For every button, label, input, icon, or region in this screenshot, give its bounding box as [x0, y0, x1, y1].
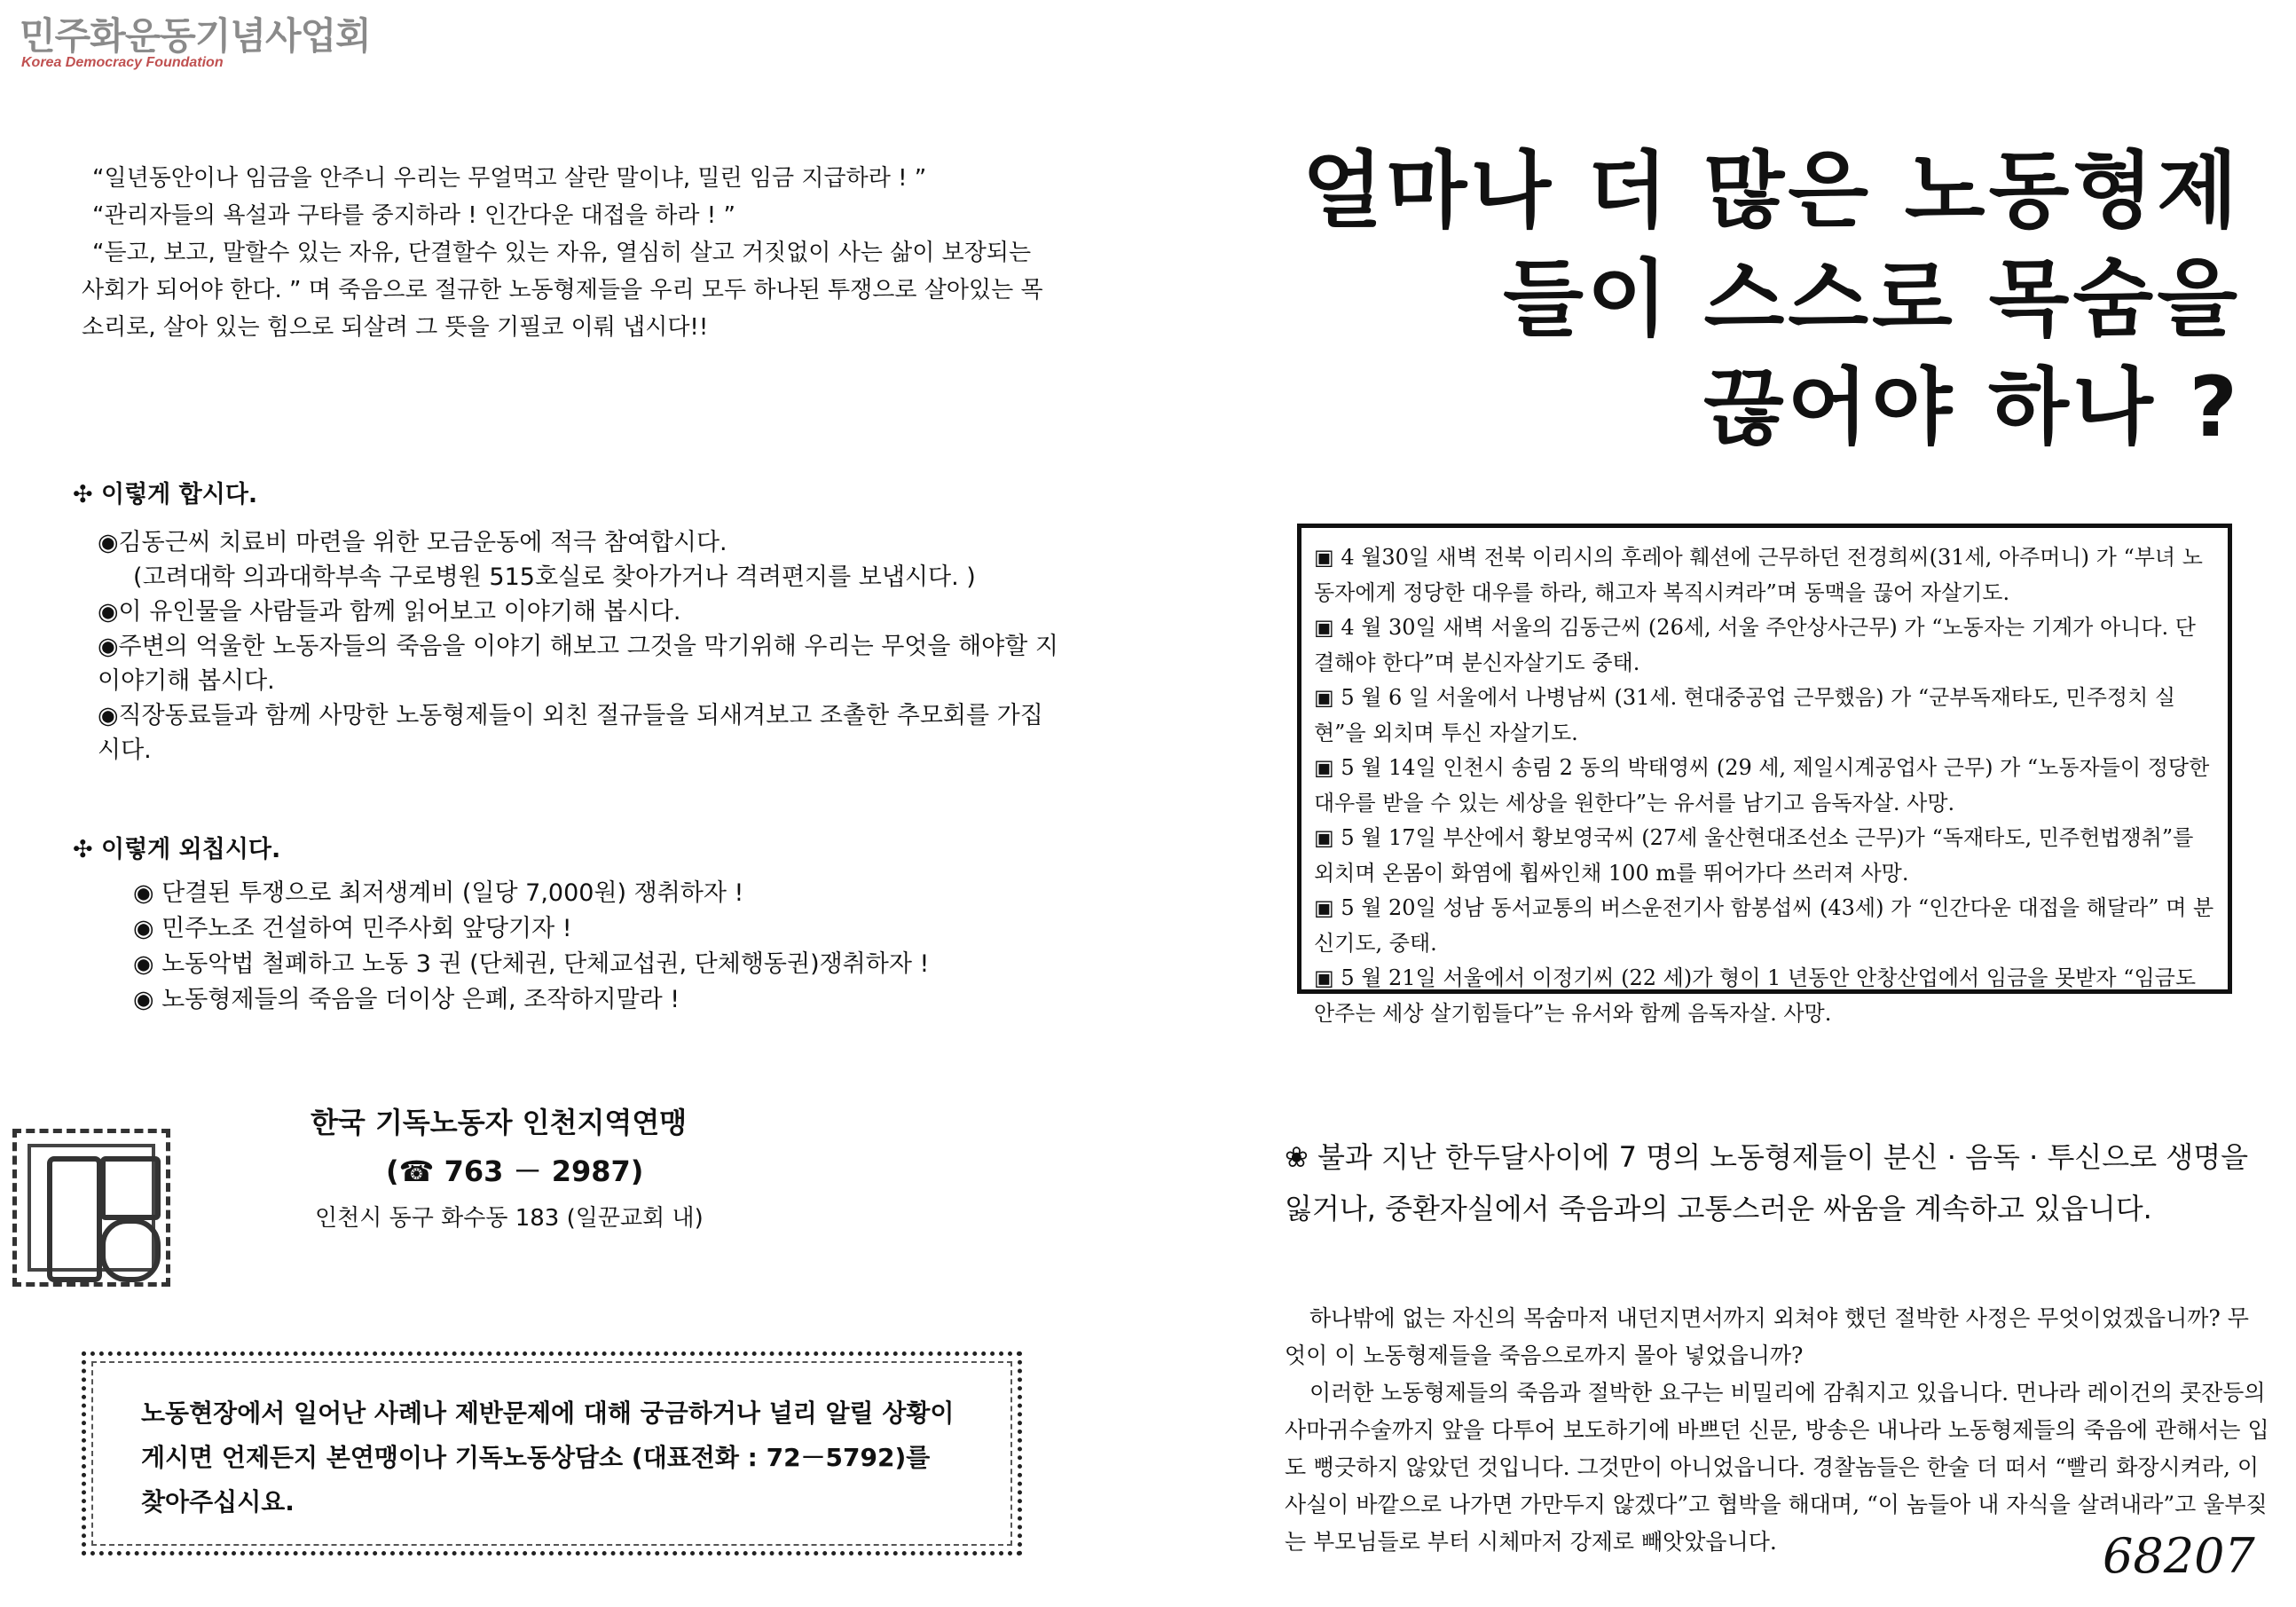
org-address: 인천시 동구 화수동 183 (일꾼교회 내) [315, 1205, 704, 1232]
section-heading-slogans: ✣ 이렇게 외칩시다. [73, 836, 281, 863]
seal-glyph [47, 1156, 102, 1282]
list-item: ◉ 노동형제들의 죽음을 더이상 은폐, 조작하지말라 ! [133, 986, 680, 1013]
square-bullet-icon: ▣ [1314, 965, 1334, 990]
list-item: ◉직장동료들과 함께 사망한 노동형제들이 외친 절규들을 되새겨보고 조촐한 추모회를 가집시다. [98, 702, 1043, 764]
list-item: ◉주변의 억울한 노동자들의 죽음을 이야기 해보고 그것을 막기위해 우리는 무엇을 해야할 지 이야기해 봅시다. [98, 633, 1058, 695]
list-item: ◉이 유인물을 사람들과 함께 읽어보고 이야기해 봅시다. [98, 598, 681, 626]
seal-glyph [100, 1156, 161, 1220]
square-bullet-icon: ▣ [1314, 615, 1334, 640]
actions-list [98, 525, 1060, 768]
body-paragraph-2: 이러한 노동형제들의 죽음과 절박한 요구는 비밀리에 감춰지고 있읍니다. 먼나라 레이건의 콧잔등의 사마귀수술까지 앞을 다투어 보도하기에 바쁘던 신문, 방송은 내나라 노동형제들의 죽음에 관해서는 입도 뻥긋하지 않았던 것입니다. 그것만이 아니었읍니다. 경찰놈들은 한술 더 떠서 “빨리 화장시켜라, 이 사실이 바깥으로 나가면 가만두지 않겠다”고 협박을 해대며, “이 놈들아 내 자식을 살려내라”고 울부짖는 부모님들로 부터 시체마저 강제로 빼앗았읍니다. [1285, 1380, 2269, 1555]
org-phone: (☎ 763 － 2987) [386, 1154, 644, 1188]
square-bullet-icon: ▣ [1314, 755, 1334, 780]
quotes-block [82, 160, 1049, 346]
event-item: ▣ 5 월 17일 부산에서 황보영국씨 (27세 울산현대조선소 근무)가 “독재타도, 민주헌법쟁취”를 외치며 온몸이 화염에 휩싸인채 100 m를 뛰어가다 쓰러져 사망. [1314, 825, 2194, 886]
list-item: ◉ 단결된 투쟁으로 최저생계비 (일당 7,000원) 쟁취하자 ! [133, 879, 744, 907]
quote-2: “관리자들의 욕설과 구타를 중지하라 ! 인간다운 대접을 하라 ! ” [92, 202, 735, 229]
title-line-2: 들이 스스로 목숨을 [1503, 251, 2241, 348]
quote-3: “듣고, 보고, 말할수 있는 자유, 단결할수 있는 자유, 열심히 살고 거짓없이 사는 삶이 보장되는 사회가 되어야 한다. ” 며 죽음으로 절규한 노동형제들을 우리 모두 하나된 투쟁으로 살아있는 목소리로, 살아 있는 힘으로 되살려 그 뜻을 기필코 이뤄 냅시다!! [82, 240, 1043, 341]
notice-text: 노동현장에서 일어난 사례나 제반문제에 대해 궁금하거나 널리 알릴 상황이 게시면 언제든지 본연맹이나 기독노동상담소 (대표전화 : 72－5792)를 찾아주십시요. [141, 1398, 955, 1516]
event-item: ▣ 5 월 6 일 서울에서 나병남씨 (31세. 현대중공업 근무했음) 가 “군부독재타도, 민주정치 실현”을 외치며 투신 자살기도. [1314, 685, 2176, 745]
watermark-english: Korea Democracy Foundation [21, 55, 224, 70]
quote-1: “일년동안이나 임금을 안주니 우리는 무얼먹고 살란 말이냐, 밀린 임금 지급하라 ! ” [92, 165, 927, 192]
title-line-3: 끊어야 하나 ? [1703, 359, 2241, 456]
event-item: ▣ 5 월 14일 인천시 송림 2 동의 박태영씨 (29 세, 제일시계공업사 근무) 가 “노동자들이 정당한 대우를 받을 수 있는 세상을 원한다”는 유서를 남기고 음독자살. 사망. [1314, 755, 2210, 815]
org-name: 한국 기독노동자 인천지역연맹 [311, 1106, 688, 1139]
body-text [1285, 1300, 2269, 1561]
event-item: ▣ 5 월 20일 성남 동서교통의 버스운전기사 함봉섭씨 (43세) 가 “인간다운 대접을 해달라” 며 분신기도, 중태. [1314, 895, 2214, 956]
page-title [1194, 138, 2241, 462]
square-bullet-icon: ▣ [1314, 545, 1334, 570]
seal-stamp-icon [12, 1129, 170, 1287]
event-item: ▣ 4 월30일 새벽 전북 이리시의 후레아 훼션에 근무하던 전경희씨(31세, 아주머니) 가 “부녀 노동자에게 정당한 대우를 하라, 해고자 복직시켜라”며 동맥을 끊어 자살기도. [1314, 545, 2203, 605]
list-item: ◉김동근씨 치료비 마련을 위한 모금운동에 적극 참여합시다. [98, 529, 727, 556]
slogans-list [133, 876, 1020, 1018]
event-item: ▣ 4 월 30일 새벽 서울의 김동근씨 (26세, 서울 주안상사근무) 가 “노동자는 기계가 아니다. 단결해야 한다”며 분신자살기도 중태. [1314, 615, 2196, 675]
intro-paragraph: ❀ 불과 지난 한두달사이에 7 명의 노동형제들이 분신 · 음독 · 투신으로 생명을 잃거나, 중환자실에서 죽음과의 고통스러운 싸움을 계속하고 있읍니다. [1285, 1140, 2249, 1225]
square-bullet-icon: ▣ [1314, 825, 1334, 850]
square-bullet-icon: ▣ [1314, 895, 1334, 920]
event-item: ▣ 5 월 21일 서울에서 이정기씨 (22 세)가 형이 1 년동안 안창산업에서 임금을 못받자 “임금도 안주는 세상 살기힘들다”는 유서와 함께 음독자살. 사망. [1314, 965, 2197, 1026]
events-box [1297, 524, 2232, 1026]
list-item: ◉ 노동악법 철폐하고 노동 3 권 (단체권, 단체교섭권, 단체행동권)쟁취하자 ! [133, 950, 930, 978]
square-bullet-icon: ▣ [1314, 685, 1334, 710]
title-line-1: 얼마나 더 많은 노동형제 [1301, 143, 2241, 240]
seal-glyph [100, 1218, 161, 1282]
section-heading-actions: ✣ 이렇게 합시다. [73, 481, 258, 508]
watermark-korean: 민주화운동기념사업회 [20, 14, 371, 58]
seal-inner-border [28, 1144, 155, 1272]
list-item-note: (고려대학 의과대학부속 구로병원 515호실로 찾아가거나 격려편지를 보냅시다. ) [133, 563, 976, 591]
list-item: ◉ 민주노조 건설하여 민주사회 앞당기자 ! [133, 915, 572, 942]
notice-box [82, 1351, 1022, 1556]
handwritten-number: 68207 [2103, 1528, 2255, 1584]
body-paragraph-1: 하나밖에 없는 자신의 목숨마저 내던지면서까지 외쳐야 했던 절박한 사정은 무엇이었겠읍니까? 무엇이 이 노동형제들을 죽음으로까지 몰아 넣었읍니까? [1285, 1305, 2249, 1368]
